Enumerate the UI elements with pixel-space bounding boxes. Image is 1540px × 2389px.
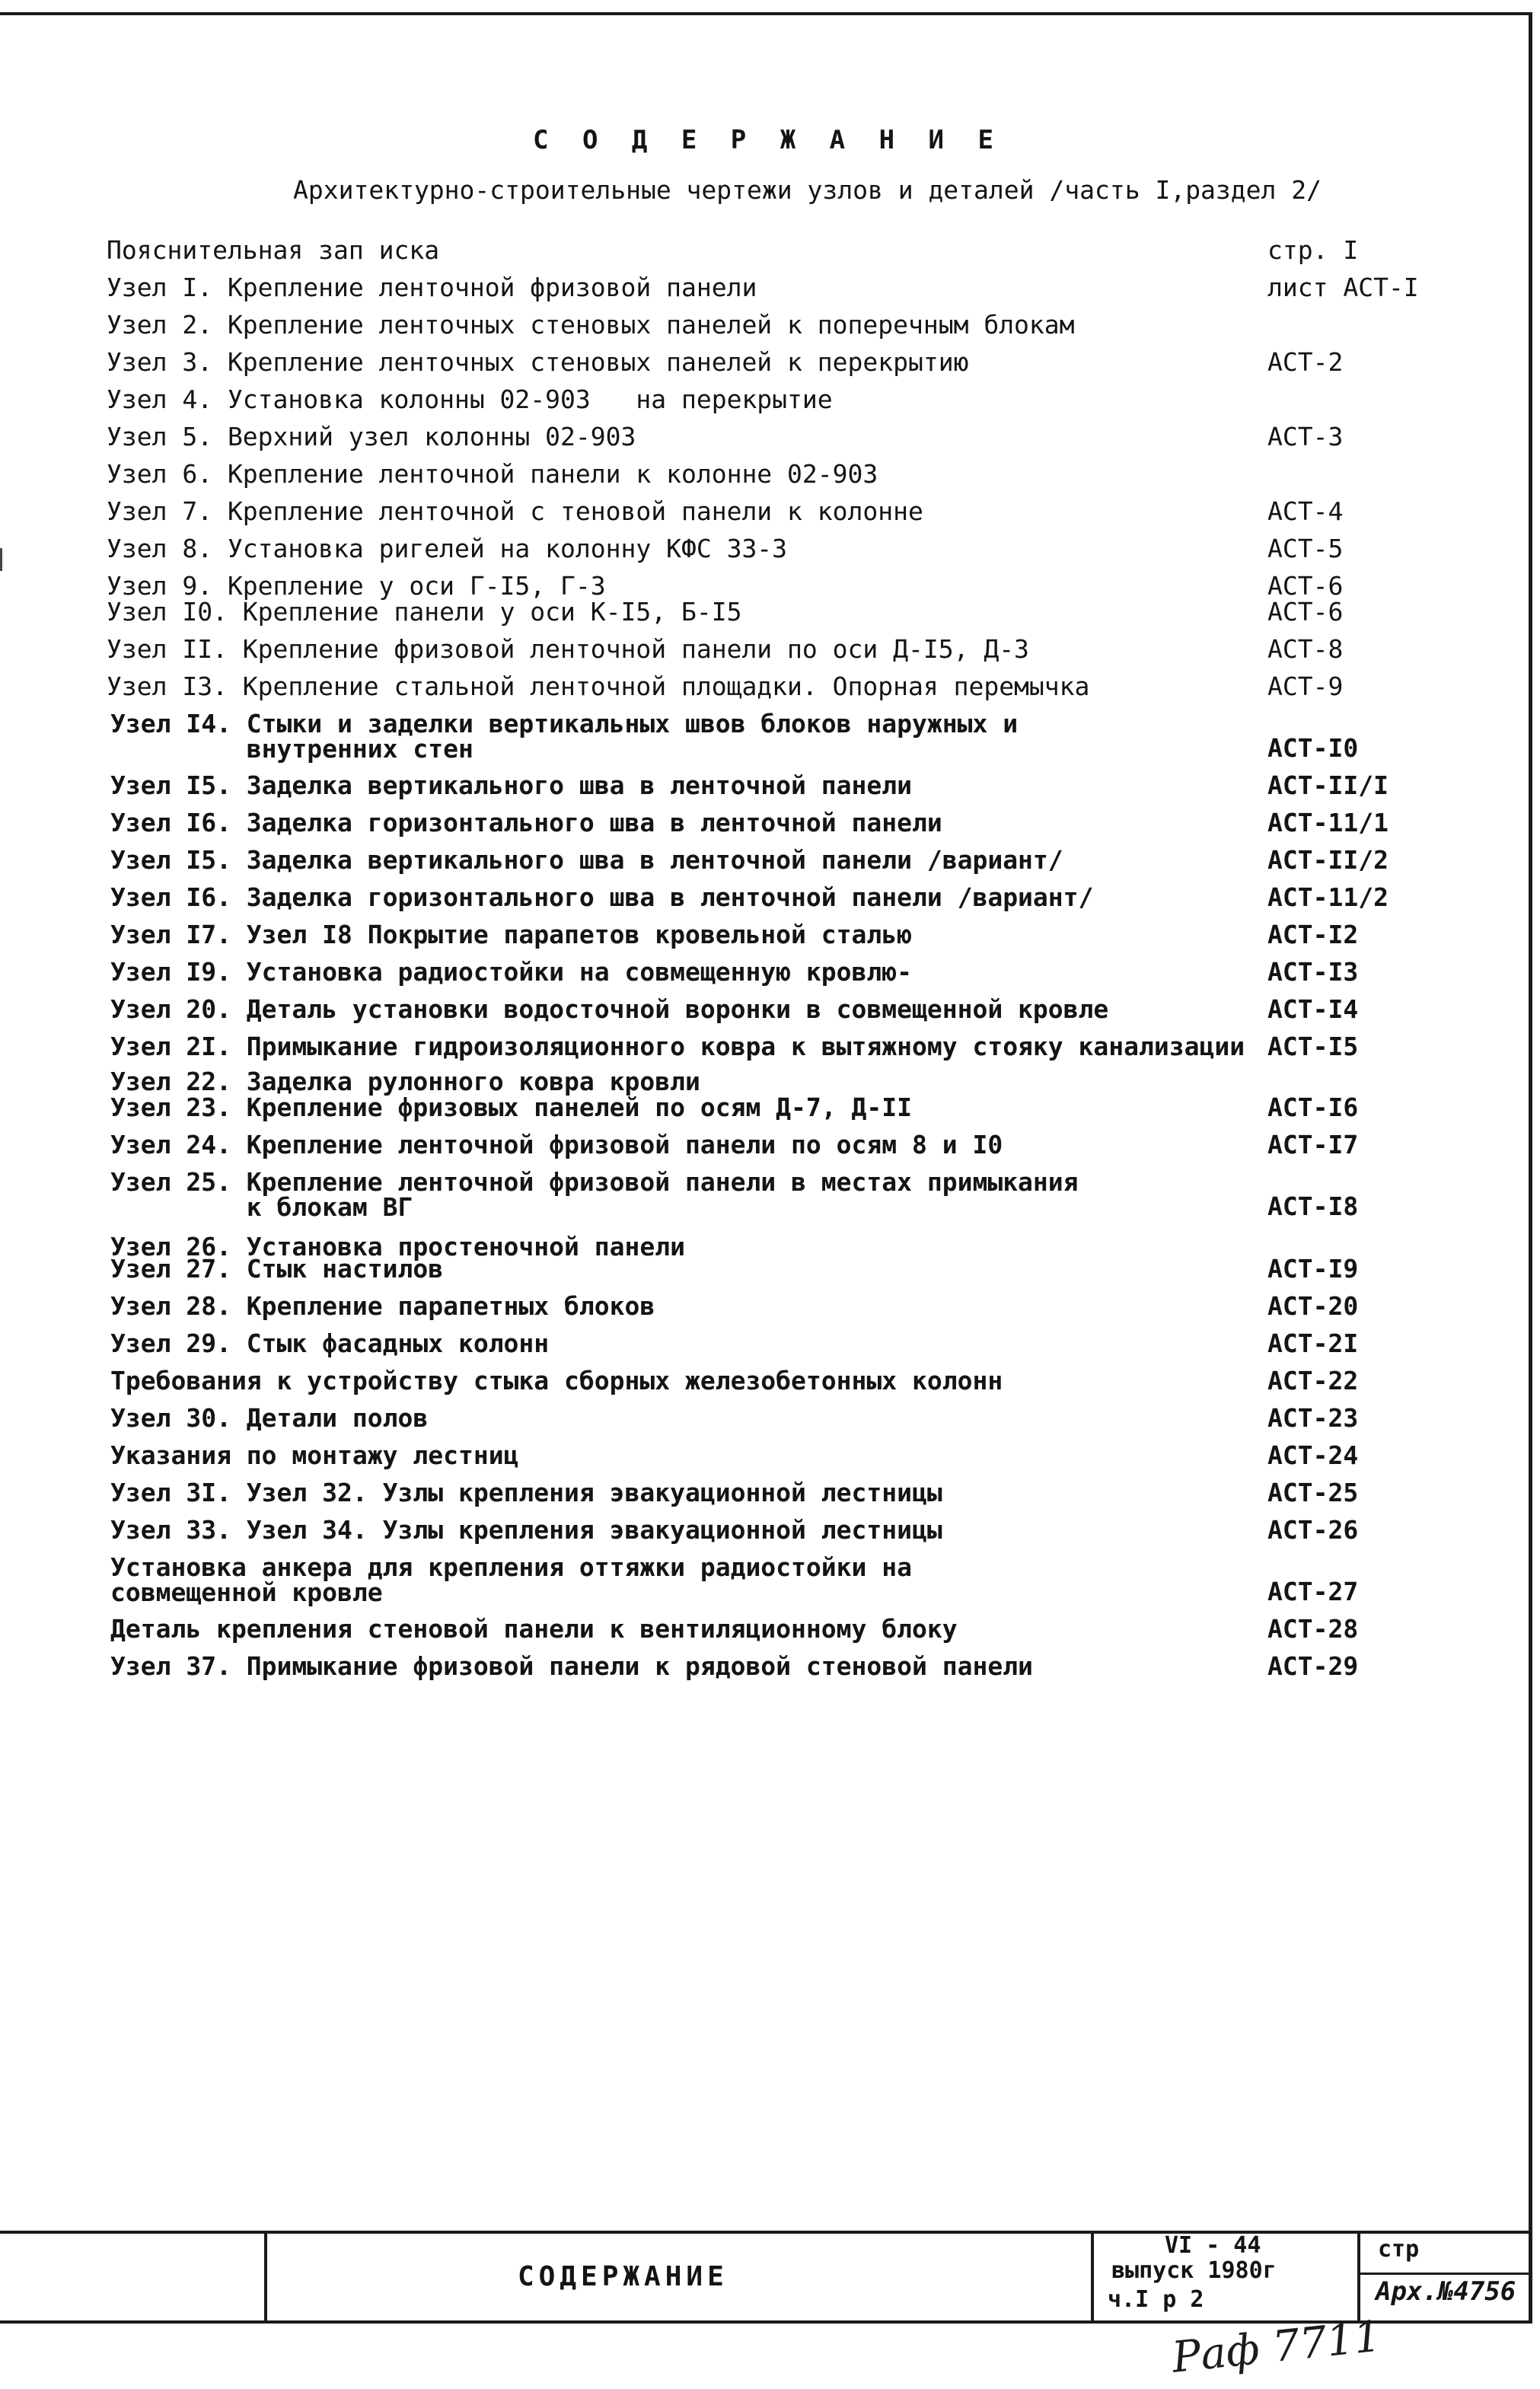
handwritten-note: Раф 7711 (1169, 2311, 1384, 2383)
toc-title: Узел 25. Крепление ленточной фризовой панели в местах примыкания к блокам ВГ (110, 1167, 1079, 1222)
toc-title: Узел I6. Заделка горизонтального шва в ленточной панели /вариант/ (110, 882, 1094, 912)
toc-title: Пояснительная зап иска (107, 235, 440, 265)
toc-page: АСТ-28 (1267, 1614, 1359, 1644)
toc-page: АСТ-9 (1267, 671, 1344, 701)
toc-title: Узел 4. Установка колонны 02-903 на перекрытие (107, 384, 833, 414)
toc-page: АСТ-II/I (1267, 770, 1389, 800)
toc-title: Узел 5. Верхний узел колонны 02-903 (107, 422, 636, 451)
toc-page: АСТ-23 (1267, 1403, 1359, 1433)
toc-title: Узел 2. Крепление ленточных стеновых панелей к поперечным блокам (107, 310, 1075, 340)
toc-title: Узел 37. Примыкание фризовой панели к рядовой стеновой панели (110, 1651, 1033, 1681)
toc-title: Узел 28. Крепление парапетных блоков (110, 1291, 655, 1321)
toc-title: Узел 23. Крепление фризовых панелей по осям Д-7, Д-II (110, 1092, 912, 1122)
toc-title: Узел I5. Заделка вертикального шва в ленточной панели (110, 770, 912, 800)
toc-page: АСТ-25 (1267, 1478, 1359, 1507)
toc-title: Узел I6. Заделка горизонтального шва в ленточной панели (110, 808, 942, 837)
title-block-name: СОДЕРЖАНИЕ (518, 2261, 729, 2292)
toc-title: Узел 6. Крепление ленточной панели к колонне 02-903 (107, 459, 878, 489)
title-block-top-line (0, 2231, 1532, 2234)
title-block-divider (1357, 2231, 1360, 2322)
toc-page: АСТ-11/1 (1267, 808, 1389, 837)
toc-title: Узел I0. Крепление панели у оси К-I5, Б-I5 (107, 597, 742, 627)
title-block-issue: выпуск 1980г (1111, 2257, 1277, 2284)
toc-page: АСТ-I2 (1267, 920, 1359, 949)
toc-title: Узел 26. Установка простеночной панели (110, 1232, 685, 1261)
toc-page: АСТ-29 (1267, 1651, 1359, 1681)
toc-page: АСТ-I6 (1267, 1092, 1359, 1122)
toc-title: Узел 24. Крепление ленточной фризовой панели по осям 8 и I0 (110, 1130, 1003, 1159)
toc-page: АСТ-27 (1267, 1577, 1359, 1606)
title-block-divider (264, 2231, 267, 2322)
title-block-divider (1091, 2231, 1094, 2322)
toc-page: АСТ-3 (1267, 422, 1344, 451)
toc-page: АСТ-4 (1267, 496, 1344, 526)
toc-page: АСТ-2I (1267, 1328, 1359, 1358)
toc-title: Узел 29. Стык фасадных колонн (110, 1328, 550, 1358)
toc-page: АСТ-I0 (1267, 733, 1359, 763)
toc-page: АСТ-2 (1267, 347, 1344, 377)
toc-page: АСТ-II/2 (1267, 845, 1389, 875)
frame-right-border (1529, 12, 1532, 2324)
toc-title: Узел I4. Стыки и заделки вертикальных швов блоков наружных и внутренних стен (110, 709, 1019, 764)
document-title: С О Д Е Р Ж А Н И Е (533, 125, 1003, 155)
title-block-code: VI - 44 (1165, 2232, 1261, 2259)
toc-title: Указания по монтажу лестниц (110, 1440, 519, 1470)
title-block-archive-number: Арх.№4756 (1376, 2276, 1516, 2307)
toc-title: Узел 27. Стык настилов (110, 1254, 444, 1284)
toc-title: Требования к устройству стыка сборных железобетонных колонн (110, 1366, 1003, 1395)
toc-page: АСТ-6 (1267, 571, 1344, 601)
toc-title: Узел 3I. Узел 32. Узлы крепления эвакуационной лестницы (110, 1478, 942, 1507)
toc-title: Узел 8. Установка ригелей на колонну КФС 33-3 (107, 534, 788, 563)
toc-title: Узел 33. Узел 34. Узлы крепления эвакуационной лестницы (110, 1515, 942, 1545)
toc-title: Узел 22. Заделка рулонного ковра кровли (110, 1067, 700, 1096)
toc-page: АСТ-I5 (1267, 1032, 1359, 1061)
toc-page: стр. I (1267, 235, 1359, 265)
toc-page: АСТ-I7 (1267, 1130, 1359, 1159)
toc-title: Узел 2I. Примыкание гидроизоляционного ковра к вытяжному стояку канализации (110, 1032, 1245, 1061)
toc-page: АСТ-26 (1267, 1515, 1359, 1545)
toc-page: АСТ-I4 (1267, 994, 1359, 1024)
toc-page: АСТ-I8 (1267, 1191, 1359, 1221)
title-block-sheet-label: стр (1378, 2236, 1420, 2263)
toc-page: АСТ-11/2 (1267, 882, 1389, 912)
title-block-divider (1357, 2273, 1531, 2275)
toc-title: Установка анкера для крепления оттяжки радиостойки на совмещенной кровле (110, 1552, 912, 1607)
toc-title: Узел 7. Крепление ленточной с теновой панели к колонне (107, 496, 923, 526)
toc-page: АСТ-6 (1267, 597, 1344, 627)
toc-title: Узел I. Крепление ленточной фризовой панели (107, 273, 757, 302)
toc-title: Узел 30. Детали полов (110, 1403, 429, 1433)
toc-page: лист АСТ-I (1267, 273, 1419, 302)
toc-page: АСТ-24 (1267, 1440, 1359, 1470)
toc-page: АСТ-8 (1267, 634, 1344, 664)
toc-page: АСТ-I3 (1267, 957, 1359, 987)
toc-title: Узел I3. Крепление стальной ленточной площадки. Опорная перемычка (107, 671, 1090, 701)
toc-title: Узел II. Крепление фризовой ленточной панели по оси Д-I5, Д-3 (107, 634, 1029, 664)
toc-title: Узел 20. Деталь установки водосточной воронки в совмещенной кровле (110, 994, 1109, 1024)
toc-title: Узел I5. Заделка вертикального шва в ленточной панели /вариант/ (110, 845, 1063, 875)
toc-page: АСТ-20 (1267, 1291, 1359, 1321)
toc-title: Узел 9. Крепление у оси Г-I5, Г-3 (107, 571, 606, 601)
toc-title: Деталь крепления стеновой панели к вентиляционному блоку (110, 1614, 958, 1644)
title-block-part: ч.I р 2 (1108, 2286, 1204, 2313)
toc-page: АСТ-I9 (1267, 1254, 1359, 1284)
document-subtitle: Архитектурно-строительные чертежи узлов и деталей /часть I,раздел 2/ (293, 175, 1322, 205)
toc-title: Узел I9. Установка радиостойки на совмещенную кровлю- (110, 957, 912, 987)
toc-title: Узел I7. Узел I8 Покрытие парапетов кровельной сталью (110, 920, 912, 949)
toc-title: Узел 3. Крепление ленточных стеновых панелей к перекрытию (107, 347, 969, 377)
toc-page: АСТ-5 (1267, 534, 1344, 563)
toc-page: АСТ-22 (1267, 1366, 1359, 1395)
